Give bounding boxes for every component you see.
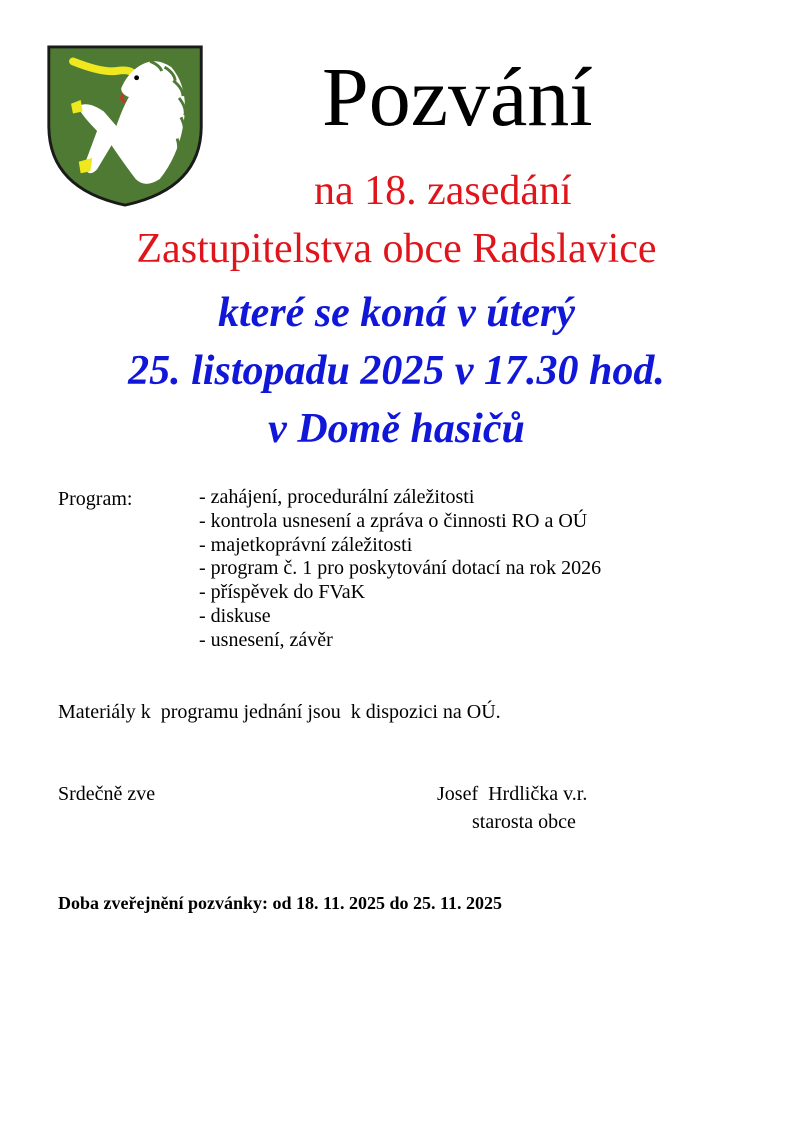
program-item: - diskuse bbox=[199, 604, 271, 627]
program-item: - program č. 1 pro poskytování dotací na rok 2026 bbox=[199, 557, 602, 580]
meeting-date-time: 25. listopadu 2025 v 17.30 hod. bbox=[128, 348, 665, 394]
program-item: - usnesení, závěr bbox=[199, 628, 333, 651]
program-label: Program: bbox=[58, 488, 133, 510]
coat-of-arms bbox=[44, 44, 208, 208]
signatory-role: starosta obce bbox=[472, 811, 576, 833]
program-item: - zahájení, procedurální záležitosti bbox=[199, 486, 475, 508]
greeting: Srdečně zve bbox=[58, 783, 156, 805]
materials-note: Materiály k programu jednání jsou k dispozici na OÚ. bbox=[58, 701, 501, 723]
meeting-day: které se koná v úterý bbox=[218, 290, 575, 336]
program-item: - kontrola usnesení a zpráva o činnosti RO a OÚ bbox=[199, 509, 588, 532]
program-list bbox=[199, 486, 601, 653]
page-title: Pozvání bbox=[322, 51, 593, 144]
publication-period: Doba zveřejnění pozvánky: od 18. 11. 2025 do 25. 11. 2025 bbox=[58, 893, 503, 913]
signatory-name: Josef Hrdlička v.r. bbox=[437, 783, 588, 805]
program-item: - příspěvek do FVaK bbox=[199, 581, 366, 604]
program-item: - majetkoprávní záležitosti bbox=[199, 533, 413, 556]
council-name: Zastupitelstva obce Radslavice bbox=[136, 226, 657, 272]
meeting-number: na 18. zasedání bbox=[314, 168, 572, 214]
coat-of-arms-white-horse-icon bbox=[44, 44, 208, 208]
meeting-location: v Domě hasičů bbox=[268, 406, 525, 452]
